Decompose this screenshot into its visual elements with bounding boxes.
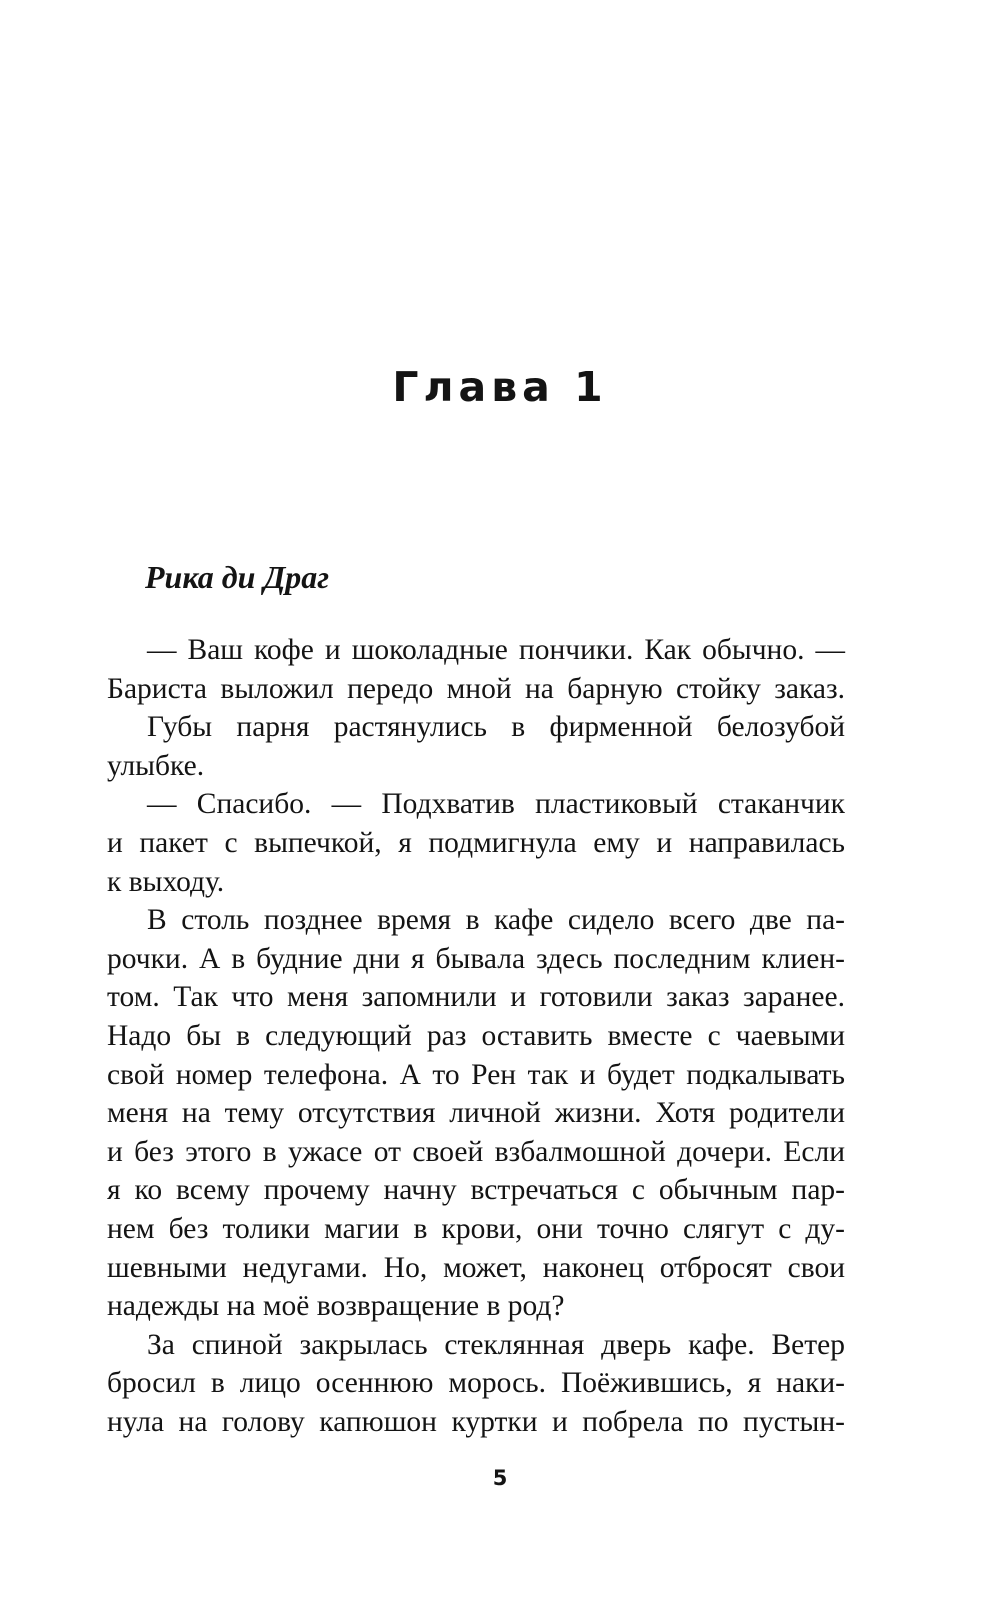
text-line: улыбке. xyxy=(107,749,205,782)
text-line: нем без толики магии в крови, они точно слягут с ду- xyxy=(107,1212,845,1245)
text-line: надежды на моё возвращение в род? xyxy=(107,1290,565,1323)
text-line: В столь позднее время в кафе сидело всего две па- xyxy=(147,904,845,937)
text-line: меня на тему отсутствия личной жизни. Хотя родители xyxy=(107,1097,845,1130)
text-line: нула на голову капюшон куртки и побрела по пустын- xyxy=(107,1405,845,1438)
text-line: — Ваш кофе и шоколадные пончики. Как обычно. — xyxy=(147,634,845,666)
body-text xyxy=(107,631,845,1441)
text-line: и без этого в ужасе от своей взбалмошной дочери. Если xyxy=(107,1135,845,1168)
text-line: к выходу. xyxy=(107,865,225,898)
text-line: и пакет с выпечкой, я подмигнула ему и направилась xyxy=(107,826,845,859)
text-line: Надо бы в следующий раз оставить вместе с чаевыми xyxy=(107,1019,845,1052)
pov-heading: Рика ди Драг xyxy=(145,559,330,595)
text-line: шевными недугами. Но, может, наконец отбросят свои xyxy=(107,1251,845,1284)
text-line: рочки. А в будние дни я бывала здесь последним клиен- xyxy=(107,942,845,975)
text-line: За спиной закрылась стеклянная дверь кафе. Ветер xyxy=(147,1328,845,1361)
text-line: свой номер телефона. А то Рен так и будет подкалывать xyxy=(107,1058,845,1091)
text-line: я ко всему прочему начну встречаться с обычным пар- xyxy=(107,1174,845,1207)
chapter-title: Глава 1 xyxy=(392,363,608,411)
text-line: Губы парня растянулись в фирменной белозубой xyxy=(147,711,845,744)
text-line: том. Так что меня запомнили и готовили заказ заранее. xyxy=(107,981,845,1014)
text-line: — Спасибо. — Подхватив пластиковый стаканчик xyxy=(147,788,845,821)
text-line: Бариста выложил передо мной на барную стойку заказ. xyxy=(107,672,845,705)
text-line: бросил в лицо осеннюю морось. Поёжившись, я наки- xyxy=(107,1367,845,1400)
page-number: 5 xyxy=(492,1466,508,1490)
